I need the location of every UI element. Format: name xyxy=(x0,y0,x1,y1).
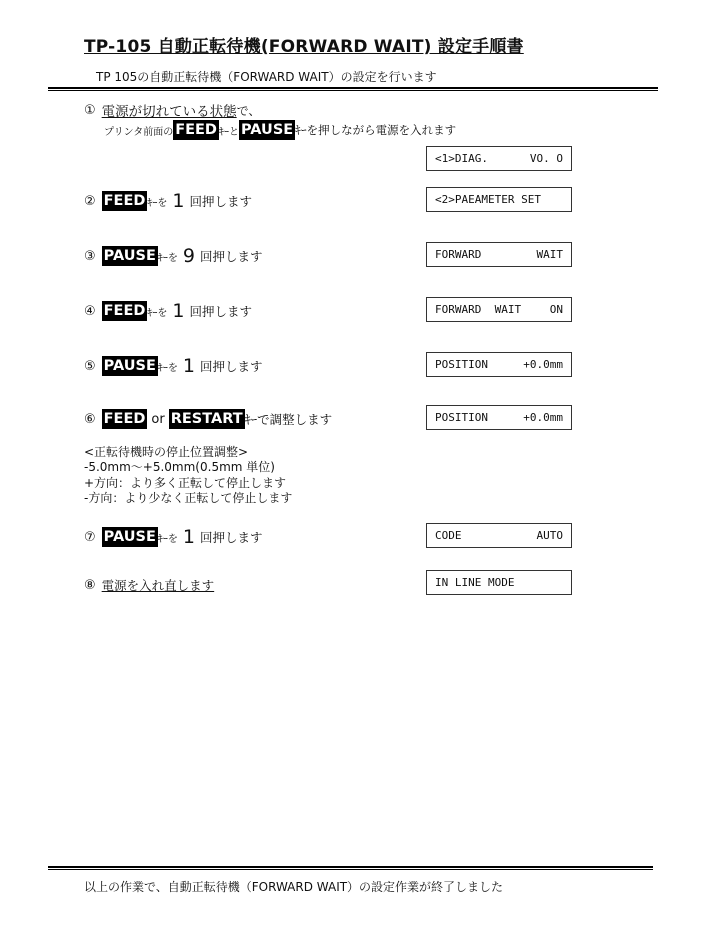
step-2 xyxy=(84,190,252,212)
step-7-number: ⑦ xyxy=(84,529,96,545)
step-4 xyxy=(84,300,252,322)
step-1-number: ① xyxy=(84,102,96,118)
top-rule-1 xyxy=(48,87,658,89)
step-8-text: 電源を入れ直します xyxy=(101,578,215,593)
lcd-display-7 xyxy=(426,523,572,548)
step-2-number: ② xyxy=(84,193,96,209)
page-subtitle: TP 105の自動正転待機（FORWARD WAIT）の設定を行います xyxy=(96,70,437,84)
step-5 xyxy=(84,355,262,377)
step-5-pre: ｷｰを xyxy=(157,362,178,374)
step-1-detail-b: ｷｰを押しながら電源を入れます xyxy=(295,123,457,137)
step-6-number: ⑥ xyxy=(84,411,96,427)
top-rule-2 xyxy=(48,90,658,91)
step-3-pre: ｷｰを xyxy=(157,252,178,264)
feed-key-label: FEED xyxy=(175,122,217,138)
bottom-rule-1 xyxy=(48,866,653,868)
feed-key-label: FEED xyxy=(103,303,146,319)
lcd-8-left: IN LINE MODE xyxy=(435,576,515,589)
lcd-1-left: <1>DIAG. xyxy=(435,152,488,165)
restart-key-label: RESTART xyxy=(170,411,243,427)
step-1-detail xyxy=(104,120,456,140)
note-minus: -方向：より少なく正転して停止します xyxy=(84,491,293,505)
step-5-number: ⑤ xyxy=(84,358,96,374)
page-title: TP-105 自動正転待機(FORWARD WAIT) 設定手順書 xyxy=(84,37,524,57)
step-3-number: ③ xyxy=(84,248,96,264)
step-1-detail-a: プリンタ前面の xyxy=(104,126,174,138)
lcd-4-left: FORWARD WAIT xyxy=(435,303,522,316)
lcd-display-3 xyxy=(426,242,572,267)
step-1-main: 電源が切れている状態 xyxy=(101,104,237,120)
pause-key-label: PAUSE xyxy=(103,248,156,264)
step-3 xyxy=(84,245,262,267)
step-8-number: ⑧ xyxy=(84,577,96,593)
step-1 xyxy=(84,100,260,120)
lcd-6-left: POSITION xyxy=(435,411,488,424)
lcd-display-8 xyxy=(426,570,572,595)
lcd-2-left: <2>PAEAMETER SET xyxy=(435,193,541,206)
pause-key-label: PAUSE xyxy=(103,358,156,374)
step-5-count: 1 xyxy=(182,355,195,377)
footer-text: 以上の作業で、自動正転待機（FORWARD WAIT）の設定作業が終了しました xyxy=(84,880,504,894)
lcd-display-2 xyxy=(426,187,572,212)
bottom-rule-2 xyxy=(48,869,653,870)
step-4-post: 回押します xyxy=(189,304,253,319)
lcd-display-4 xyxy=(426,297,572,322)
step-3-count: 9 xyxy=(182,245,195,267)
step-4-number: ④ xyxy=(84,303,96,319)
note-plus: +方向：より多く正転して停止します xyxy=(84,476,287,490)
lcd-display-6 xyxy=(426,405,572,430)
step-7-count: 1 xyxy=(182,526,195,548)
step-8 xyxy=(84,576,214,594)
step-4-count: 1 xyxy=(172,300,185,322)
step-1-main-suffix: で、 xyxy=(236,103,261,118)
feed-key-label: FEED xyxy=(103,193,146,209)
pause-key-label: PAUSE xyxy=(240,122,294,138)
note-heading: <正転待機時の停止位置調整> xyxy=(84,445,249,459)
lcd-6-right: +0.0mm xyxy=(523,411,563,424)
pause-key-label: PAUSE xyxy=(103,529,156,545)
lcd-display-1 xyxy=(426,146,572,171)
step-2-count: 1 xyxy=(172,190,185,212)
step-4-pre: ｷｰを xyxy=(147,307,168,319)
step-3-post: 回押します xyxy=(199,249,263,264)
step-6-or: or xyxy=(151,411,165,427)
lcd-4-right: ON xyxy=(549,303,563,316)
step-2-pre: ｷｰを xyxy=(147,197,168,209)
lcd-3-right: WAIT xyxy=(536,248,563,261)
step-5-post: 回押します xyxy=(199,359,263,374)
step-7-post: 回押します xyxy=(199,530,263,545)
note-range: -5.0mm～+5.0mm(0.5mm 単位) xyxy=(84,460,275,474)
step-6-post: ｷｰで調整します xyxy=(244,412,333,427)
lcd-7-right: AUTO xyxy=(536,529,563,542)
step-2-post: 回押します xyxy=(189,194,253,209)
lcd-5-right: +0.0mm xyxy=(523,358,563,371)
lcd-3-left: FORWARD xyxy=(435,248,482,261)
lcd-5-left: POSITION xyxy=(435,358,488,371)
lcd-display-5 xyxy=(426,352,572,377)
lcd-1-right: VO. O xyxy=(529,152,563,165)
step-1-key-suffix: ｷｰと xyxy=(218,126,239,138)
step-6 xyxy=(84,409,332,429)
step-7 xyxy=(84,526,262,548)
feed-key-label: FEED xyxy=(103,411,146,427)
lcd-7-left: CODE xyxy=(435,529,462,542)
step-7-pre: ｷｰを xyxy=(157,533,178,545)
